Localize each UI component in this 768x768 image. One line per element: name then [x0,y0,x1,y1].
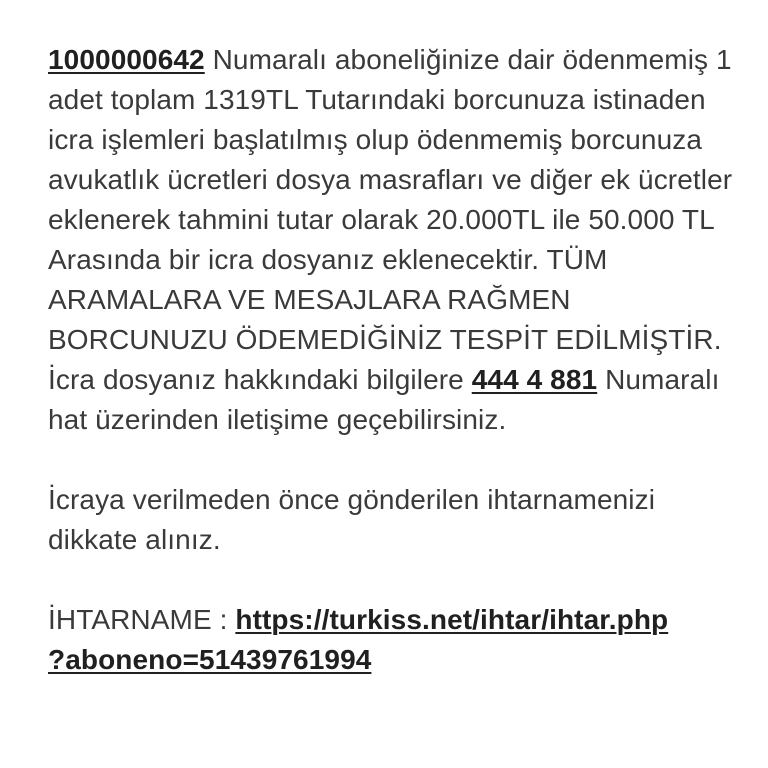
subscriber-number-link[interactable]: 1000000642 [48,44,205,75]
message-paragraph-debt-notice [48,40,738,440]
sms-message-body [48,40,738,720]
url-line-2[interactable]: ?aboneno=51439761994 [48,644,372,675]
contact-text: Numaralı hat üzerinden iletişime geçebilirsiniz. [48,364,720,435]
debt-notice-text: Numaralı aboneliğinize dair ödenmemiş 1 adet toplam 1319TL Tutarındaki borcunuza istinaden icra işlemleri başlatılmış olup ödenmemiş borcunuza avukatlık ücretleri dosya masrafları ve diğer ek ücretler eklenerek tahmini tutar olarak 20.000TL ile 50.000 TL Arasında bir icra dosyanız eklenecektir. TÜM ARAMALARA VE MESAJLARA RAĞMEN BORCUNUZU ÖDEMEDİĞİNİZ TESPİT EDİLMİŞTİR. İcra dosyanız hakkındaki bilgilere [48,44,733,395]
message-paragraph-warning: İcraya verilmeden önce gönderilen ihtarnamenizi dikkate alınız. [48,484,656,555]
phone-number-link[interactable]: 444 4 881 [471,364,598,395]
ihtarname-label: İHTARNAME : [48,604,236,635]
message-paragraph-link [48,600,738,680]
url-line-1[interactable]: https://turkiss.net/ihtar/ihtar.php [235,604,669,635]
